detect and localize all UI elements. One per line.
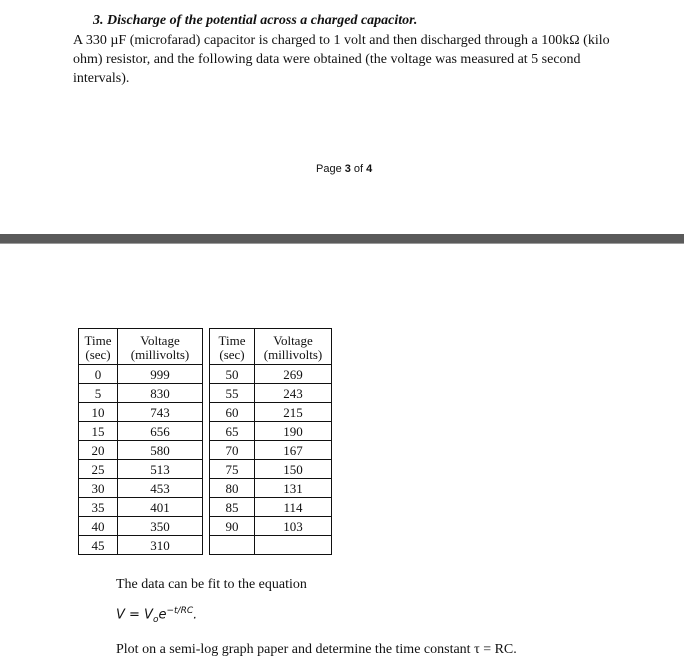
time-cell: 60	[210, 403, 255, 422]
voltage-cell: 310	[118, 536, 203, 555]
plot-instruction: Plot on a semi-log graph paper and determine the time constant τ = RC.	[116, 642, 517, 657]
voltage-cell: 401	[118, 498, 203, 517]
column-gap	[203, 422, 210, 441]
column-gap	[203, 441, 210, 460]
table-row	[79, 517, 332, 536]
time-cell: 25	[79, 460, 118, 479]
voltage-cell: 167	[255, 441, 332, 460]
time-cell: 15	[79, 422, 118, 441]
voltage-cell: 513	[118, 460, 203, 479]
voltage-cell: 830	[118, 384, 203, 403]
voltage-cell: 743	[118, 403, 203, 422]
table-row	[79, 479, 332, 498]
voltage-cell: 190	[255, 422, 332, 441]
column-gap	[203, 536, 210, 555]
time-cell: 30	[79, 479, 118, 498]
table-row	[79, 365, 332, 384]
page-prefix: Page	[316, 163, 345, 175]
problem-description: A 330 µF (microfarad) capacitor is charged to 1 volt and then discharged through a 100kΩ (kilo ohm) resistor, and the following data were obtained (the voltage was measured at 5 second intervals).	[73, 33, 610, 86]
voltage-cell	[255, 536, 332, 555]
time-cell: 80	[210, 479, 255, 498]
header-time-2: Time (sec)	[210, 329, 255, 365]
voltage-cell: 215	[255, 403, 332, 422]
page-total: 4	[366, 163, 373, 175]
voltage-cell: 243	[255, 384, 332, 403]
voltage-cell: 269	[255, 365, 332, 384]
voltage-cell: 999	[118, 365, 203, 384]
column-gap	[203, 498, 210, 517]
equation-lhs: V = V	[116, 607, 153, 623]
problem-title: 3. Discharge of the potential across a charged capacitor.	[93, 13, 418, 28]
voltage-cell: 131	[255, 479, 332, 498]
time-cell: 65	[210, 422, 255, 441]
equation: $V = V_oe^{-t/RC}$.	[116, 606, 198, 625]
table-row	[79, 536, 332, 555]
column-gap	[203, 329, 210, 365]
time-cell: 5	[79, 384, 118, 403]
time-cell: 70	[210, 441, 255, 460]
page-number	[316, 163, 372, 175]
column-gap	[203, 365, 210, 384]
table-row	[79, 403, 332, 422]
column-gap	[203, 384, 210, 403]
table-row	[79, 460, 332, 479]
time-cell: 20	[79, 441, 118, 460]
time-cell: 10	[79, 403, 118, 422]
table-row	[79, 441, 332, 460]
voltage-cell: 656	[118, 422, 203, 441]
time-cell: 35	[79, 498, 118, 517]
header-time: Time (sec)	[79, 329, 118, 365]
equation-exponent: −t/RC	[166, 606, 194, 616]
column-gap	[203, 403, 210, 422]
equation-base: e	[158, 607, 167, 623]
time-cell: 45	[79, 536, 118, 555]
time-cell: 55	[210, 384, 255, 403]
equation-subscript: o	[152, 614, 159, 625]
page-current: 3	[344, 163, 351, 175]
page-of: of	[350, 163, 367, 175]
time-cell: 0	[79, 365, 118, 384]
header-voltage: Voltage (millivolts)	[118, 329, 203, 365]
data-table	[78, 328, 332, 555]
voltage-cell: 453	[118, 479, 203, 498]
fit-text: The data can be fit to the equation	[116, 577, 307, 592]
time-cell: 50	[210, 365, 255, 384]
time-cell: 75	[210, 460, 255, 479]
table-row	[79, 498, 332, 517]
voltage-cell: 103	[255, 517, 332, 536]
time-cell: 90	[210, 517, 255, 536]
table-row	[79, 422, 332, 441]
time-cell: 40	[79, 517, 118, 536]
time-cell: 85	[210, 498, 255, 517]
page-divider	[0, 234, 684, 243]
column-gap	[203, 460, 210, 479]
column-gap	[203, 479, 210, 498]
voltage-cell: 580	[118, 441, 203, 460]
voltage-cell: 150	[255, 460, 332, 479]
voltage-cell: 350	[118, 517, 203, 536]
column-gap	[203, 517, 210, 536]
table-header-row	[79, 329, 332, 365]
voltage-cell: 114	[255, 498, 332, 517]
header-voltage-2: Voltage (millivolts)	[255, 329, 332, 365]
table-row	[79, 384, 332, 403]
time-cell	[210, 536, 255, 555]
